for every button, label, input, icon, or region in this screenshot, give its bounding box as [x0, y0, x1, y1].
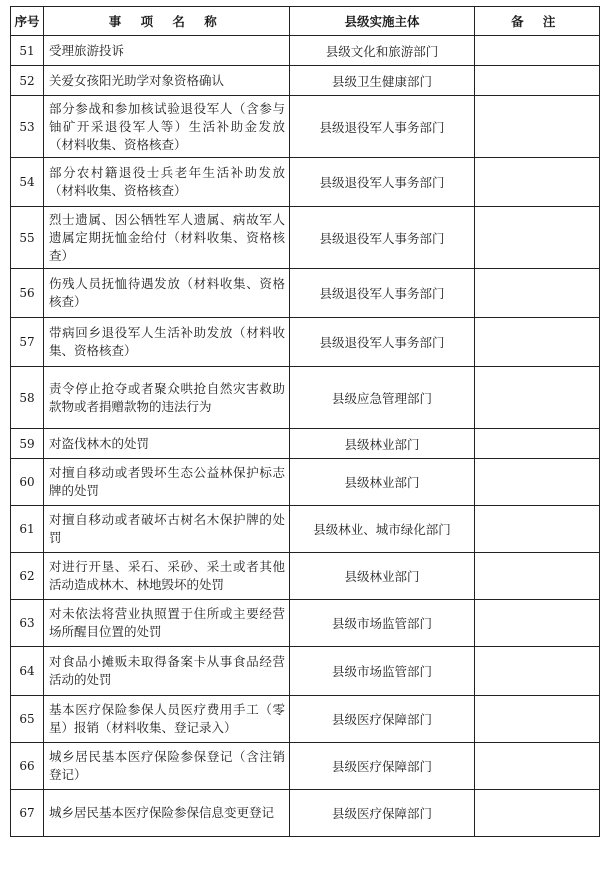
row-item-name: 烈士遗属、因公牺牲军人遗属、病故军人遗属定期抚恤金给付（材料收集、资格核查）: [44, 207, 290, 269]
row-remark: [475, 647, 600, 696]
row-item-name: 关爱女孩阳光助学对象资格确认: [44, 66, 290, 96]
table-row: [11, 743, 600, 790]
row-number: 67: [11, 790, 44, 837]
row-agency: 县级退役军人事务部门: [290, 269, 475, 318]
row-item-name: 责令停止抢夺或者聚众哄抢自然灾害救助款物或者捐赠款物的违法行为: [44, 367, 290, 429]
row-agency: 县级林业、城市绿化部门: [290, 506, 475, 553]
row-agency: 县级林业部门: [290, 553, 475, 600]
row-remark: [475, 367, 600, 429]
row-remark: [475, 36, 600, 66]
row-agency: 县级医疗保障部门: [290, 790, 475, 837]
row-remark: [475, 269, 600, 318]
row-remark: [475, 743, 600, 790]
row-agency: 县级林业部门: [290, 459, 475, 506]
row-item-name: 伤残人员抚恤待遇发放（材料收集、资格核查）: [44, 269, 290, 318]
row-item-name: 受理旅游投诉: [44, 36, 290, 66]
row-number: 58: [11, 367, 44, 429]
row-item-name: 对未依法将营业执照置于住所或主要经营场所醒目位置的处罚: [44, 600, 290, 647]
row-number: 59: [11, 429, 44, 459]
header-row: [11, 7, 600, 36]
table-body: [11, 36, 600, 837]
row-item-name: 部分参战和参加核试验退役军人（含参与铀矿开采退役军人等）生活补助金发放（材料收集、资格核查）: [44, 96, 290, 158]
row-number: 63: [11, 600, 44, 647]
row-agency: 县级市场监管部门: [290, 600, 475, 647]
table-row: [11, 367, 600, 429]
table-row: [11, 36, 600, 66]
header-item-name: 事 项 名 称: [44, 7, 290, 36]
row-number: 54: [11, 158, 44, 207]
row-agency: 县级医疗保障部门: [290, 696, 475, 743]
row-remark: [475, 207, 600, 269]
row-agency: 县级林业部门: [290, 429, 475, 459]
table-row: [11, 429, 600, 459]
row-number: 51: [11, 36, 44, 66]
row-number: 56: [11, 269, 44, 318]
items-table: [10, 6, 600, 837]
row-agency: 县级退役军人事务部门: [290, 318, 475, 367]
row-remark: [475, 66, 600, 96]
row-item-name: 城乡居民基本医疗保险参保登记（含注销登记）: [44, 743, 290, 790]
table-row: [11, 696, 600, 743]
row-item-name: 基本医疗保险参保人员医疗费用手工（零星）报销（材料收集、登记录入）: [44, 696, 290, 743]
row-remark: [475, 318, 600, 367]
row-item-name: 对食品小摊贩未取得备案卡从事食品经营活动的处罚: [44, 647, 290, 696]
row-remark: [475, 790, 600, 837]
row-number: 65: [11, 696, 44, 743]
row-agency: 县级退役军人事务部门: [290, 158, 475, 207]
table-row: [11, 318, 600, 367]
row-agency: 县级退役军人事务部门: [290, 96, 475, 158]
row-remark: [475, 96, 600, 158]
row-number: 62: [11, 553, 44, 600]
row-number: 64: [11, 647, 44, 696]
table-row: [11, 790, 600, 837]
row-number: 61: [11, 506, 44, 553]
row-remark: [475, 600, 600, 647]
row-item-name: 部分农村籍退役士兵老年生活补助发放（材料收集、资格核查）: [44, 158, 290, 207]
row-item-name: 城乡居民基本医疗保险参保信息变更登记: [44, 790, 290, 837]
table-row: [11, 506, 600, 553]
row-agency: 县级退役军人事务部门: [290, 207, 475, 269]
row-remark: [475, 553, 600, 600]
table-row: [11, 459, 600, 506]
row-agency: 县级市场监管部门: [290, 647, 475, 696]
row-number: 57: [11, 318, 44, 367]
row-remark: [475, 696, 600, 743]
table-row: [11, 66, 600, 96]
row-remark: [475, 158, 600, 207]
row-agency: 县级应急管理部门: [290, 367, 475, 429]
row-number: 52: [11, 66, 44, 96]
header-agency: 县级实施主体: [290, 7, 475, 36]
row-agency: 县级卫生健康部门: [290, 66, 475, 96]
header-seq: 序号: [11, 7, 44, 36]
row-number: 66: [11, 743, 44, 790]
table-row: [11, 96, 600, 158]
row-number: 53: [11, 96, 44, 158]
table-row: [11, 553, 600, 600]
table-row: [11, 269, 600, 318]
row-agency: 县级医疗保障部门: [290, 743, 475, 790]
row-remark: [475, 506, 600, 553]
row-number: 60: [11, 459, 44, 506]
row-item-name: 对盗伐林木的处罚: [44, 429, 290, 459]
row-item-name: 对进行开垦、采石、采砂、采土或者其他活动造成林木、林地毁坏的处罚: [44, 553, 290, 600]
table-row: [11, 647, 600, 696]
row-remark: [475, 459, 600, 506]
row-remark: [475, 429, 600, 459]
row-item-name: 带病回乡退役军人生活补助发放（材料收集、资格核查）: [44, 318, 290, 367]
table-row: [11, 158, 600, 207]
header-remark: 备 注: [475, 7, 600, 36]
table-row: [11, 600, 600, 647]
row-agency: 县级文化和旅游部门: [290, 36, 475, 66]
row-item-name: 对擅自移动或者毁坏生态公益林保护标志牌的处罚: [44, 459, 290, 506]
table-row: [11, 207, 600, 269]
row-number: 55: [11, 207, 44, 269]
row-item-name: 对擅自移动或者破坏古树名木保护牌的处罚: [44, 506, 290, 553]
